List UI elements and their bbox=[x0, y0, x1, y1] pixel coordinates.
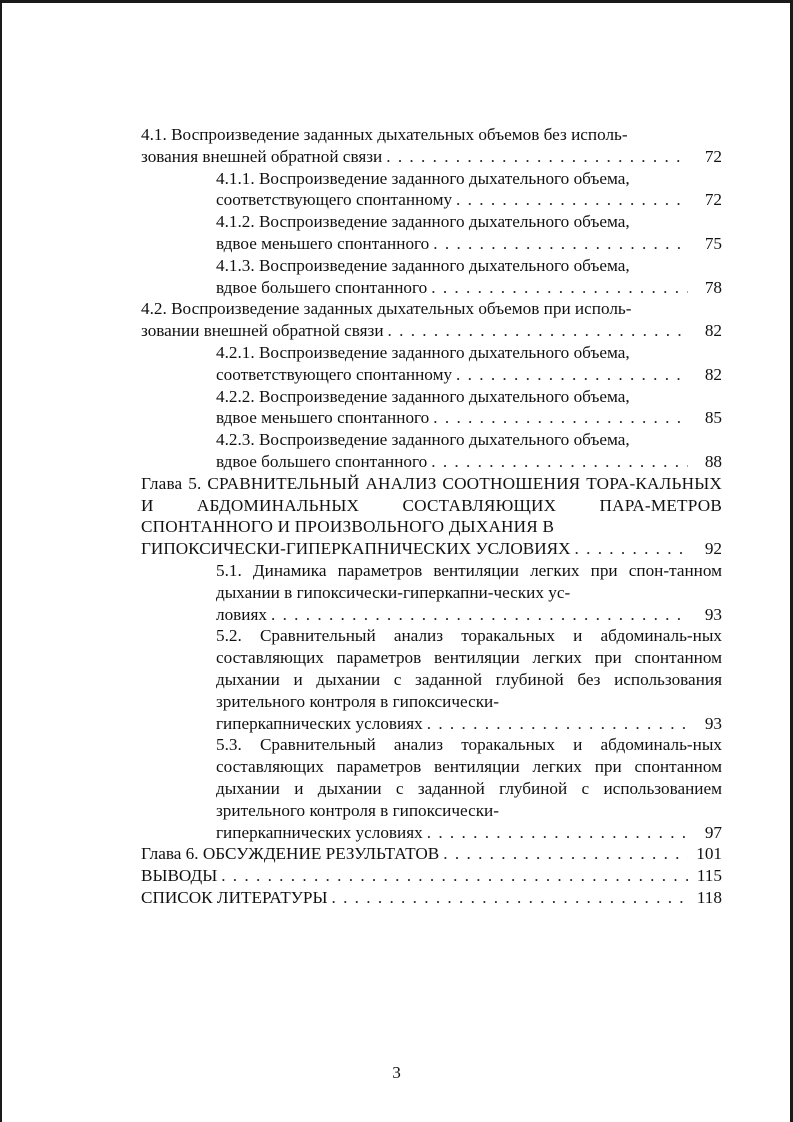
toc-entry-line bbox=[216, 407, 722, 429]
toc-entry-chapter-6 bbox=[141, 843, 722, 865]
toc-entry-text: 4.2.1. Воспроизведение заданного дыхательного объема, bbox=[216, 342, 630, 362]
toc-entry-title: ловиях bbox=[216, 604, 267, 624]
toc-entry-text: Глава 5. СРАВНИТЕЛЬНЫЙ АНАЛИЗ СООТНОШЕНИЯ ТОРА-КАЛЬНЫХ И АБДОМИНАЛЬНЫХ СОСТАВЛЯЮЩИХ ПАРА-МЕТРОВ СПОНТАННОГО И ПРОИЗВОЛЬНОГО ДЫХАНИЯ В bbox=[141, 473, 722, 537]
toc-entry-line bbox=[141, 320, 722, 342]
toc-entry-line bbox=[216, 451, 722, 473]
dot-leader bbox=[382, 146, 688, 168]
toc-entry-title: вдвое меньшего спонтанного bbox=[216, 233, 430, 253]
toc-entry-title: зовании внешней обратной связи bbox=[141, 321, 384, 341]
toc-entry-5-1 bbox=[141, 560, 722, 625]
toc-entry-line bbox=[216, 822, 722, 844]
toc-entry-text: 4.1.1. Воспроизведение заданного дыхательного объема, bbox=[216, 168, 630, 188]
toc-entry-title: Глава 6. ОБСУЖДЕНИЕ РЕЗУЛЬТАТОВ bbox=[141, 844, 440, 864]
dot-leader bbox=[267, 604, 688, 626]
toc-entry-title: соответствующего спонтанному bbox=[216, 190, 453, 210]
toc-entry-text: 4.2.2. Воспроизведение заданного дыхательного объема, bbox=[216, 386, 630, 406]
toc-page-number: 92 bbox=[704, 539, 722, 559]
toc-entry-title: вдвое большего спонтанного bbox=[216, 277, 428, 297]
dot-leader bbox=[439, 843, 688, 865]
toc-entry-4-1-2 bbox=[141, 211, 722, 255]
dot-leader bbox=[452, 189, 688, 211]
scan-border-left bbox=[0, 0, 2, 1122]
toc-entry-text: 4.1. Воспроизведение заданных дыхательных объемов без исполь- bbox=[141, 125, 628, 144]
toc-entry-line bbox=[141, 887, 722, 909]
dot-leader bbox=[427, 451, 688, 473]
toc-entry-4-2-2 bbox=[141, 386, 722, 430]
dot-leader bbox=[427, 277, 688, 299]
toc-entry-4-2 bbox=[141, 298, 722, 342]
toc-entry-title: ВЫВОДЫ bbox=[141, 866, 218, 886]
toc-entry-line bbox=[216, 277, 722, 299]
toc-page-number: 115 bbox=[696, 866, 722, 886]
toc-entry-5-2 bbox=[141, 625, 722, 734]
toc-entry-line bbox=[216, 189, 722, 211]
toc-entry-line bbox=[216, 364, 722, 386]
table-of-contents bbox=[141, 124, 722, 909]
dot-leader bbox=[423, 822, 688, 844]
toc-entry-title: гиперкапнических условиях bbox=[216, 822, 423, 842]
toc-entry-title: вдвое большего спонтанного bbox=[216, 451, 428, 471]
toc-entry-line bbox=[141, 146, 722, 168]
toc-entry-title: СПИСОК ЛИТЕРАТУРЫ bbox=[141, 887, 328, 907]
toc-entry-references bbox=[141, 887, 722, 909]
toc-entry-title: зования внешней обратной связи bbox=[141, 146, 383, 166]
toc-entry-4-1-1 bbox=[141, 168, 722, 212]
toc-page-number: 93 bbox=[704, 713, 722, 733]
toc-entry-text: 4.2.3. Воспроизведение заданного дыхательного объема, bbox=[216, 430, 630, 450]
toc-page-number: 85 bbox=[704, 408, 722, 428]
toc-entry-line bbox=[141, 865, 722, 887]
toc-entry-line bbox=[141, 843, 722, 865]
toc-entry-line bbox=[216, 233, 722, 255]
toc-page-number: 88 bbox=[704, 451, 722, 471]
toc-page-number: 118 bbox=[696, 887, 722, 907]
toc-entry-title: соответствующего спонтанному bbox=[216, 364, 453, 384]
page-number: 3 bbox=[392, 1063, 401, 1082]
toc-page-number: 78 bbox=[704, 277, 722, 297]
toc-entry-4-1 bbox=[141, 124, 722, 168]
toc-entry-text: 5.2. Сравнительный анализ торакальных и абдоминаль-ных составляющих параметров вентиляции легких при спонтанном дыхании и дыхании с заданной глубиной без использования зрительного контроля в гипоксически- bbox=[216, 626, 722, 711]
toc-page-number: 101 bbox=[696, 844, 722, 864]
toc-page-number: 97 bbox=[704, 822, 722, 842]
toc-entry-text: 4.1.2. Воспроизведение заданного дыхательного объема, bbox=[216, 212, 630, 232]
dot-leader bbox=[429, 407, 688, 429]
dot-leader bbox=[423, 713, 688, 735]
toc-entry-line bbox=[216, 604, 722, 626]
toc-entry-text: 4.2. Воспроизведение заданных дыхательных объемов при исполь- bbox=[141, 299, 632, 319]
toc-entry-title: вдвое меньшего спонтанного bbox=[216, 408, 430, 428]
toc-page-number: 82 bbox=[704, 364, 722, 384]
dot-leader bbox=[429, 233, 688, 255]
toc-entry-line bbox=[141, 538, 722, 560]
toc-entry-text: 4.1.3. Воспроизведение заданного дыхательного объема, bbox=[216, 255, 630, 275]
dot-leader bbox=[571, 538, 689, 560]
toc-page-number: 75 bbox=[704, 233, 722, 253]
toc-page-number: 82 bbox=[704, 321, 722, 341]
toc-entry-4-1-3 bbox=[141, 255, 722, 299]
dot-leader bbox=[327, 887, 688, 909]
scan-border-top bbox=[0, 0, 793, 3]
dot-leader bbox=[452, 364, 688, 386]
toc-page-number: 93 bbox=[704, 604, 722, 624]
toc-entry-line bbox=[216, 713, 722, 735]
dot-leader bbox=[384, 320, 688, 342]
toc-entry-5-3 bbox=[141, 734, 722, 843]
toc-entry-4-2-3 bbox=[141, 429, 722, 473]
toc-entry-text: 5.3. Сравнительный анализ торакальных и абдоминаль-ных составляющих параметров вентиляции легких при спонтанном дыхании и дыхании с заданной глубиной с использованием зрительного контроля в гипоксически- bbox=[216, 735, 722, 820]
toc-page-number: 72 bbox=[704, 146, 722, 166]
toc-page-number: 72 bbox=[704, 190, 722, 210]
dot-leader bbox=[217, 865, 688, 887]
toc-entry-title: ГИПОКСИЧЕСКИ-ГИПЕРКАПНИЧЕСКИХ УСЛОВИЯХ bbox=[141, 539, 571, 559]
toc-entry-chapter-5 bbox=[141, 473, 722, 560]
toc-entry-text: 5.1. Динамика параметров вентиляции легких при спон-танном дыхании в гипоксически-гиперкапни-ческих ус- bbox=[216, 560, 722, 602]
toc-entry-4-2-1 bbox=[141, 342, 722, 386]
toc-entry-title: гиперкапнических условиях bbox=[216, 713, 423, 733]
toc-entry-conclusions bbox=[141, 865, 722, 887]
